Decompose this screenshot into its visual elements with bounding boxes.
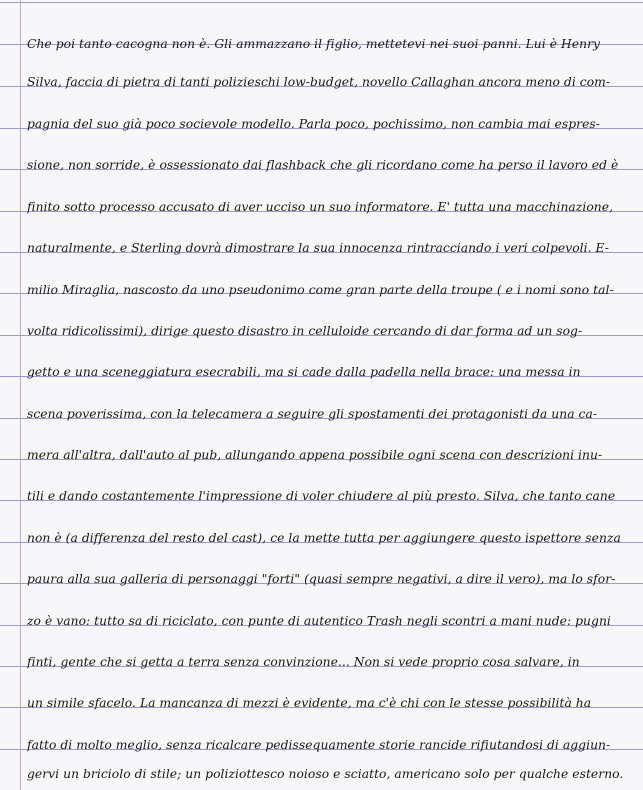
handwritten-line: un simile sfacelo. La mancanza di mezzi è evidente, ma c'è chi con le stesse possibilità ha xyxy=(27,696,592,710)
handwritten-line: pagnia del suo già poco socievole modello. Parla poco, pochissimo, non cambia mai espres- xyxy=(27,117,600,131)
handwritten-line: mera all'altra, dall'auto al pub, allungando appena possibile ogni scena con descrizioni inu- xyxy=(27,448,603,462)
handwritten-line: zo è vano: tutto sa di riciclato, con punte di autentico Trash negli scontri a mani nude: pugni xyxy=(27,614,611,628)
handwritten-line: non è (a differenza del resto del cast), ce la mette tutta per aggiungere questo ispettore senza xyxy=(27,531,621,545)
handwritten-line: fatto di molto meglio, senza ricalcare pedissequamente storie rancide rifiutandosi di aggiun- xyxy=(27,738,611,752)
handwritten-line: finito sotto processo accusato di aver ucciso un suo informatore. E' tutta una macchinazione, xyxy=(27,200,614,214)
handwritten-line: paura alla sua galleria di personaggi "forti" (quasi sempre negativi, a dire il vero), ma lo sfor- xyxy=(27,572,616,586)
handwritten-line: sione, non sorride, è ossessionato dai flashback che gli ricordano come ha perso il lavoro ed è xyxy=(27,158,619,172)
ruled-line xyxy=(0,2,643,3)
handwritten-line: naturalmente, e Sterling dovrà dimostrare la sua innocenza rintracciando i veri colpevoli. E- xyxy=(27,241,610,255)
handwritten-line: milio Miraglia, nascosto da uno pseudonimo come gran parte della troupe ( e i nomi sono tal- xyxy=(27,283,614,297)
handwritten-line: Silva, faccia di pietra di tanti polizieschi low-budget, novello Callaghan ancora meno di com- xyxy=(27,75,611,89)
handwritten-line: gervi un briciolo di stile; un poliziottesco noioso e sciatto, americano solo per qualche esterno. xyxy=(27,767,624,781)
handwritten-line: tili e dando costantemente l'impressione di voler chiudere al più presto. Silva, che tanto cane xyxy=(27,489,616,503)
handwritten-line: Che poi tanto cacogna non è. Gli ammazzano il figlio, mettetevi nei suoi panni. Lui è Henry xyxy=(27,37,601,51)
handwritten-line: finti, gente che si getta a terra senza convinzione... Non si vede proprio cosa salvare, in xyxy=(27,655,580,669)
handwritten-line: getto e una sceneggiatura esecrabili, ma si cade dalla padella nella brace: una messa in xyxy=(27,365,581,379)
handwritten-line: scena poverissima, con la telecamera a seguire gli spostamenti dei protagonisti da una ca- xyxy=(27,407,598,421)
handwritten-line: volta ridicolissimi), dirige questo disastro in celluloide cercando di dar forma ad un sog- xyxy=(27,324,583,338)
margin-line xyxy=(20,0,21,790)
